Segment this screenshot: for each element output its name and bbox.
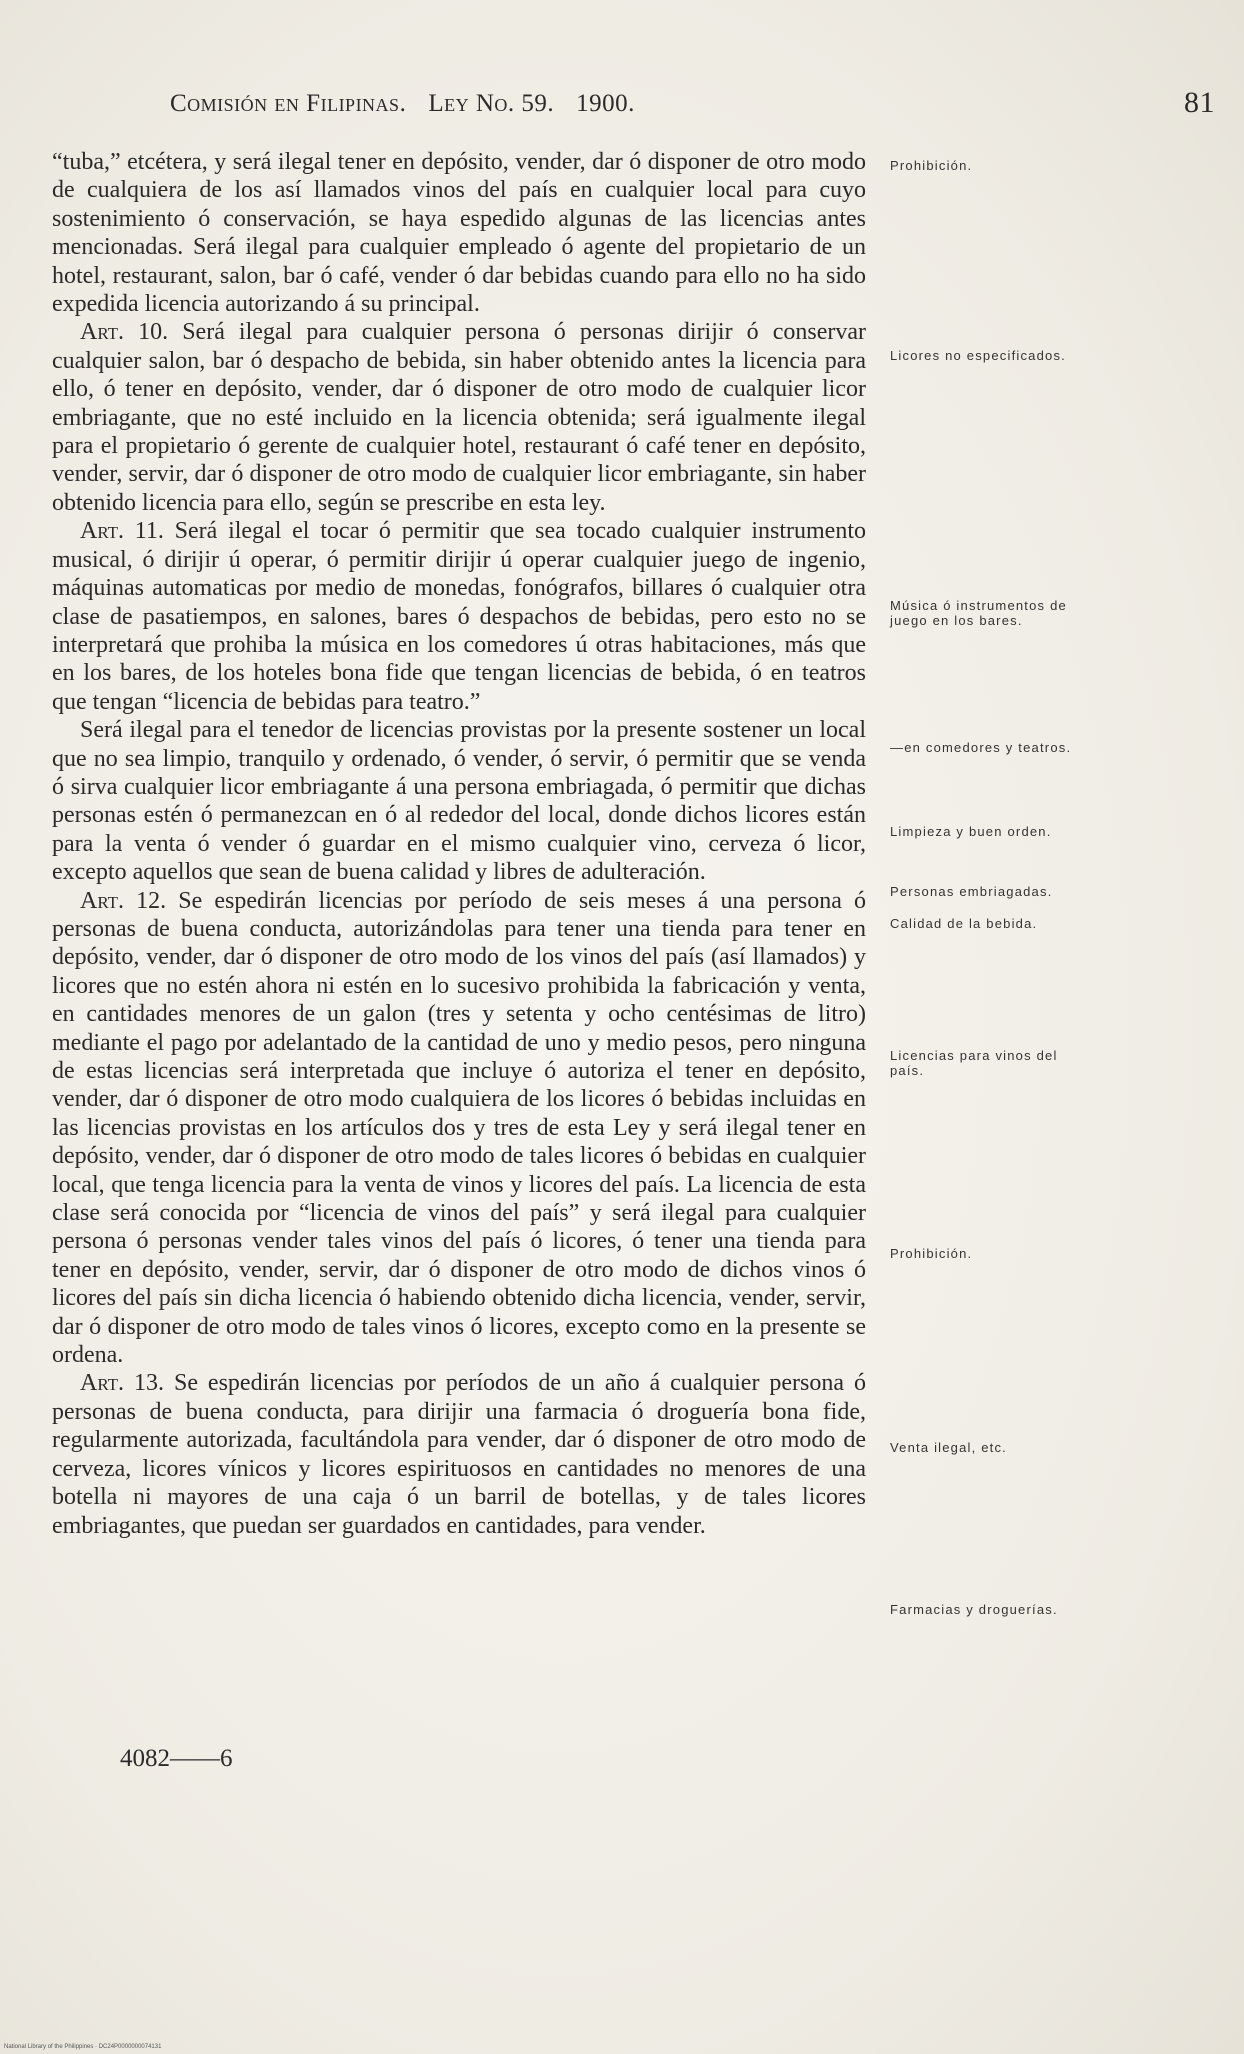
running-head-year: 1900. [576,90,635,117]
margin-note-licores: Licores no especificados. [890,348,1066,363]
paragraph-cleanliness [52,716,866,886]
paragraph-text: Será ilegal el tocar ó permitir que sea tocado cualquier instrumento musical, ó dirijir ú operar, ó permitir dirijir ú operar cualquier juego de ingenio, máquinas automaticas por medio de monedas, fonógrafos, billares ó cualquier otra clase de pasatiempos, en salones, bares ó despachos de bebidas, pero esto no se interpretará que prohiba la música en los comedores ú otras habitaciones, más que en los bares, de los hoteles bona fide que tengan licencias de bebida, ó en teatros que tengan “licencia de bebidas para teatro.” [52,518,866,715]
margin-note-calidad: Calidad de la bebida. [890,916,1038,931]
article-lead: Art. 12. [80,887,167,914]
margin-note-musica: Música ó instrumentos de juego en los bares. [890,598,1067,628]
credit-line: National Library of the Philippines · DC24P0000000074131 [4,2044,162,2050]
printer-signature: 4082——6 [120,1745,233,1772]
paragraph-art-10 [52,318,866,517]
running-head [170,90,635,118]
margin-note-prohibicion: Prohibición. [890,158,973,173]
margin-note-farmacias: Farmacias y droguerías. [890,1602,1058,1617]
article-lead: Art. 10. [80,319,169,346]
paragraph-text: Será ilegal para cualquier persona ó personas dirijir ó conservar cualquier salon, bar ó despacho de bebida, sin haber obtenido antes la licencia para ello, ó tener en depósito, vender, dar ó disponer de otro modo de cualquier licor embriagante, que no esté incluido en la licencia obtenida; será igualmente ilegal para el propietario ó gerente de cualquier hotel, restaurant ó café tener en depósito, vender, servir, dar ó disponer de otro modo de cualquier licor embriagante, sin haber obtenido licencia para ello, según se prescribe en esta ley. [52,319,866,516]
paragraph-continuation [52,148,866,318]
page-number: 81 [1184,86,1215,119]
margin-note-personas: Personas embriagadas. [890,884,1053,899]
article-lead: Art. 11. [80,518,164,545]
margin-note-limpieza: Limpieza y buen orden. [890,824,1052,839]
article-lead: Art. 13. [80,1370,164,1397]
paragraph-art-12 [52,887,866,1370]
paragraph-text: Se espedirán licencias por períodos de un año á cualquier persona ó personas de buena conducta, para dirijir una farmacia ó droguería bona fide, regularmente autorizada, facultándola para vender, dar ó disponer de otro modo de cerveza, licores vínicos y licores espirituosos en cantidades no menores de una botella ni mayores de una caja ó un barril de botellas, y de tales licores embriagantes, que puedan ser guardados en cantidades, para vender. [52,1370,866,1539]
paragraph-art-11 [52,517,866,716]
paragraph-text: Será ilegal para el tenedor de licencias provistas por la presente sostener un local que no sea limpio, tranquilo y ordenado, ó vender, ó servir, ó permitir que se venda ó sirva cualquier licor embriagante á una persona embriagada, ó permitir que dichas personas estén ó permanezcan en ó al rededor del local, donde dichos licores están para la venta ó vender ó guardar en el mismo cualquier vino, cerveza ó licor, excepto aquellos que sean de buena calidad y libres de adulteración. [52,717,866,886]
paragraph-art-13 [52,1369,866,1539]
margin-note-licencias-vinos: Licencias para vinos del país. [890,1048,1058,1078]
running-head-commission: Comisión en Filipinas. [170,90,407,117]
margin-note-prohibicion-2: Prohibición. [890,1246,973,1261]
page-header [170,86,1215,126]
body-text [52,148,866,1540]
margin-note-comedores: —en comedores y teatros. [890,740,1072,755]
paragraph-text: “tuba,” etcétera, y será ilegal tener en depósito, vender, dar ó disponer de otro modo de cualquiera de los así llamados vinos del país en cualquier local para cuyo sostenimiento ó conservación, se haya espedido algunas de las licencias antes mencionadas. Será ilegal para cualquier empleado ó agente del propietario de un hotel, restaurant, salon, bar ó café, vender ó dar bebidas cuando para ello no ha sido expedida licencia autorizando á su principal. [52,149,866,318]
margin-note-venta-ilegal: Venta ilegal, etc. [890,1440,1007,1455]
paragraph-text: Se espedirán licencias por período de seis meses á una persona ó personas de buena conducta, autorizándolas para tener una tienda para tener en depósito, vender, dar ó disponer de otro modo de los vinos del país (así llamados) y licores que no estén ahora ni estén en lo sucesivo prohibida la fabricación y venta, en cantidades menores de un galon (tres y setenta y ocho centésimas de litro) mediante el pago por adelantado de la cantidad de uno y medio pesos, pero ninguna de estas licencias será interpretada que incluye ó autoriza el tener en depósito, vender, dar ó disponer de otro modo cualquiera de los licores ó bebidas incluidas en las licencias provistas en los artículos dos y tres de esta Ley y será ilegal tener en depósito, vender, dar ó disponer de otro modo de tales licores ó bebidas en cualquier local, que tenga licencia para la venta de vinos y licores del país. La licencia de esta clase será conocida por “licencia de vinos del país” y será ilegal para cualquier persona ó personas vender tales vinos del país ó licores, ó tener una tienda para tener en depósito, vender, servir, dar ó disponer de otro modo de dichos vinos ó licores del país sin dicha licencia ó habiendo obtenido dicha licencia, vender, servir, dar ó disponer de otro modo de tales vinos ó licores, excepto como en la presente se ordena. [52,887,866,1369]
running-head-law: Ley No. 59. [428,90,555,117]
